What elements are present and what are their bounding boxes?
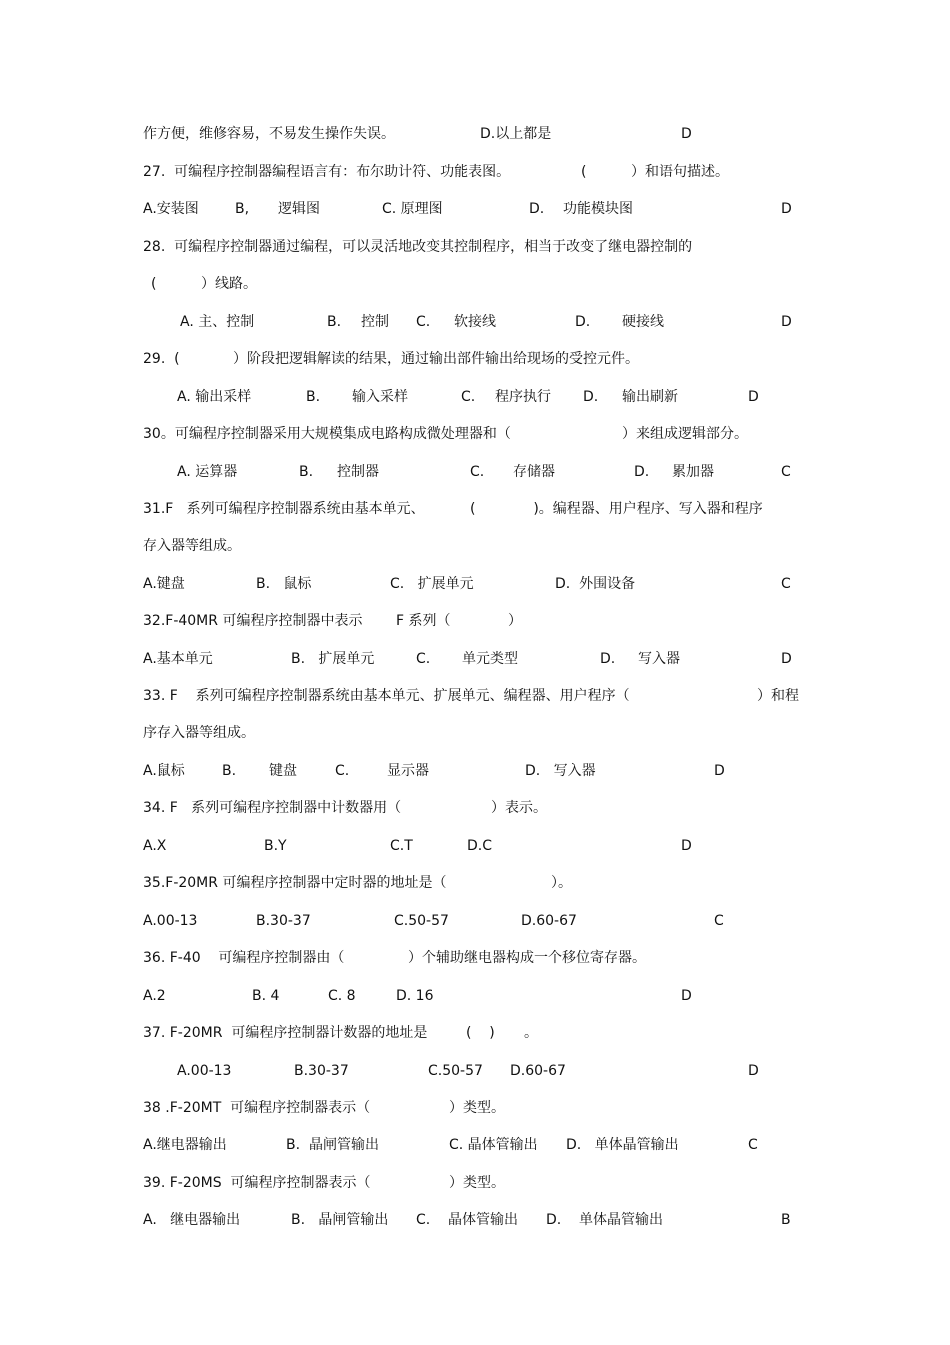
question-text: F 系列（	[396, 613, 451, 629]
option-text: A. 运算器	[177, 464, 238, 480]
option-text: 存储器	[513, 464, 555, 480]
question-text: ）和程	[757, 688, 799, 704]
option-text: 软接线	[454, 314, 496, 330]
option-text: C.	[461, 389, 476, 405]
option-text: A.鼠标	[143, 763, 185, 779]
question-text: ( ）线路。	[151, 276, 257, 292]
option-text: D. 单体晶管输出	[546, 1212, 664, 1228]
option-text: 键盘	[269, 763, 297, 779]
answer-label: C	[748, 1137, 758, 1153]
question-text: ）来组成逻辑部分。	[622, 426, 748, 442]
question-text: 38 .F-20MT 可编程序控制器表示（	[143, 1100, 371, 1116]
option-text: A.安装图	[143, 201, 199, 217]
question-text: 。	[524, 1025, 538, 1041]
option-text: B.30-37	[256, 913, 311, 929]
question-text: 序存入器等组成。	[143, 725, 255, 741]
answer-label: D	[781, 651, 792, 667]
option-text: 硬接线	[622, 314, 664, 330]
option-text: C.	[416, 651, 431, 667]
answer-label: C	[781, 464, 791, 480]
option-text: 程序执行	[495, 389, 551, 405]
question-text: 29. ( ）阶段把逻辑解读的结果，通过输出部件输出给现场的受控元件。	[143, 351, 640, 367]
answer-label: D	[781, 314, 792, 330]
option-text: 写入器	[638, 651, 680, 667]
option-text: 输入采样	[352, 389, 408, 405]
option-text: B,	[235, 201, 250, 217]
option-text: B. 4	[252, 988, 280, 1004]
question-text: 39. F-20MS 可编程序控制器表示（	[143, 1175, 371, 1191]
answer-label: C	[781, 576, 791, 592]
option-text: C.	[335, 763, 350, 779]
answer-label: B	[781, 1212, 791, 1228]
option-text: C.50-57	[428, 1063, 483, 1079]
option-text: A.X	[143, 838, 167, 854]
question-text: ( )	[466, 1025, 495, 1041]
option-text: C.	[416, 314, 431, 330]
question-text: 32.F-40MR 可编程序控制器中表示	[143, 613, 363, 629]
option-text: C. 晶体管输出	[449, 1137, 538, 1153]
answer-label: D	[714, 763, 725, 779]
question-text: ）类型。	[449, 1175, 505, 1191]
option-text: A. 主、控制	[180, 314, 255, 330]
option-text: B.30-37	[294, 1063, 349, 1079]
question-text: ( ）和语句描述。	[581, 164, 729, 180]
option-text: D.	[583, 389, 599, 405]
option-text: D. 16	[396, 988, 434, 1004]
option-text: 控制	[361, 314, 389, 330]
option-text: 输出刷新	[622, 389, 678, 405]
option-text: A.00-13	[143, 913, 198, 929]
option-text: D. 写入器	[525, 763, 596, 779]
option-text: 显示器	[387, 763, 429, 779]
question-text: 36. F-40 可编程序控制器由（	[143, 950, 345, 966]
question-text: 34. F 系列可编程序控制器中计数器用（	[143, 800, 402, 816]
question-text: ）。	[551, 875, 572, 891]
question-text: 37. F-20MR 可编程序控制器计数器的地址是	[143, 1025, 428, 1041]
option-text: D.	[575, 314, 591, 330]
option-text: B.	[299, 464, 314, 480]
option-text: A.键盘	[143, 576, 185, 592]
option-text: A.继电器输出	[143, 1137, 227, 1153]
answer-label: D	[748, 1063, 759, 1079]
option-text: 功能模块图	[563, 201, 633, 217]
option-text: A. 输出采样	[177, 389, 252, 405]
option-text: 逻辑图	[278, 201, 320, 217]
option-text: B.	[327, 314, 342, 330]
question-text: 31.F 系列可编程序控制器系统由基本单元、	[143, 501, 425, 517]
option-text: A.基本单元	[143, 651, 213, 667]
option-text: C. 扩展单元	[390, 576, 474, 592]
question-text: ( )。编程器、用户程序、写入器和程序	[470, 501, 763, 517]
option-text: B. 扩展单元	[291, 651, 375, 667]
question-text: 存入器等组成。	[143, 538, 241, 554]
option-text: D.	[529, 201, 545, 217]
answer-label: D	[681, 126, 692, 142]
option-text: D.60-67	[521, 913, 577, 929]
option-text: B.	[306, 389, 321, 405]
answer-label: C	[714, 913, 724, 929]
option-text: D.	[600, 651, 616, 667]
answer-label: D	[748, 389, 759, 405]
option-text: D.以上都是	[480, 126, 552, 142]
answer-label: D	[681, 988, 692, 1004]
option-text: C. 原理图	[382, 201, 443, 217]
option-text: 累加器	[672, 464, 714, 480]
option-text: D. 外围设备	[555, 576, 636, 592]
question-text: ）个辅助继电器构成一个移位寄存器。	[408, 950, 646, 966]
option-text: 控制器	[337, 464, 379, 480]
answer-label: D	[681, 838, 692, 854]
option-text: C.50-57	[394, 913, 449, 929]
option-text: B. 晶闸管输出	[291, 1212, 389, 1228]
option-text: A.2	[143, 988, 166, 1004]
option-text: D.C	[467, 838, 493, 854]
option-text: C. 晶体管输出	[416, 1212, 519, 1228]
question-text: 28. 可编程序控制器通过编程，可以灵活地改变其控制程序，相当于改变了继电器控制的	[143, 239, 693, 255]
option-text: D.60-67	[510, 1063, 566, 1079]
option-text: A. 继电器输出	[143, 1212, 241, 1228]
option-text: B. 晶闸管输出	[286, 1137, 379, 1153]
option-text: D. 单体晶管输出	[566, 1137, 679, 1153]
option-text: B.	[222, 763, 237, 779]
question-text: ）表示。	[491, 800, 547, 816]
question-text: ）类型。	[449, 1100, 505, 1116]
question-text: 35.F-20MR 可编程序控制器中定时器的地址是（	[143, 875, 447, 891]
option-text: B.Y	[264, 838, 287, 854]
text-segment: 作方便，维修容易，不易发生操作失误。	[143, 126, 395, 142]
option-text: C. 8	[328, 988, 356, 1004]
option-text: C.	[470, 464, 485, 480]
question-text: 33. F 系列可编程序控制器系统由基本单元、扩展单元、编程器、用户程序（	[143, 688, 630, 704]
option-text: D.	[634, 464, 650, 480]
question-text: ）	[508, 613, 522, 629]
option-text: A.00-13	[177, 1063, 232, 1079]
option-text: B. 鼠标	[256, 576, 312, 592]
question-text: 27. 可编程序控制器编程语言有：布尔助计符、功能表图。	[143, 164, 511, 180]
answer-label: D	[781, 201, 792, 217]
question-text: 30。可编程序控制器采用大规模集成电路构成微处理器和（	[143, 426, 511, 442]
option-text: C.T	[390, 838, 413, 854]
option-text: 单元类型	[462, 651, 518, 667]
